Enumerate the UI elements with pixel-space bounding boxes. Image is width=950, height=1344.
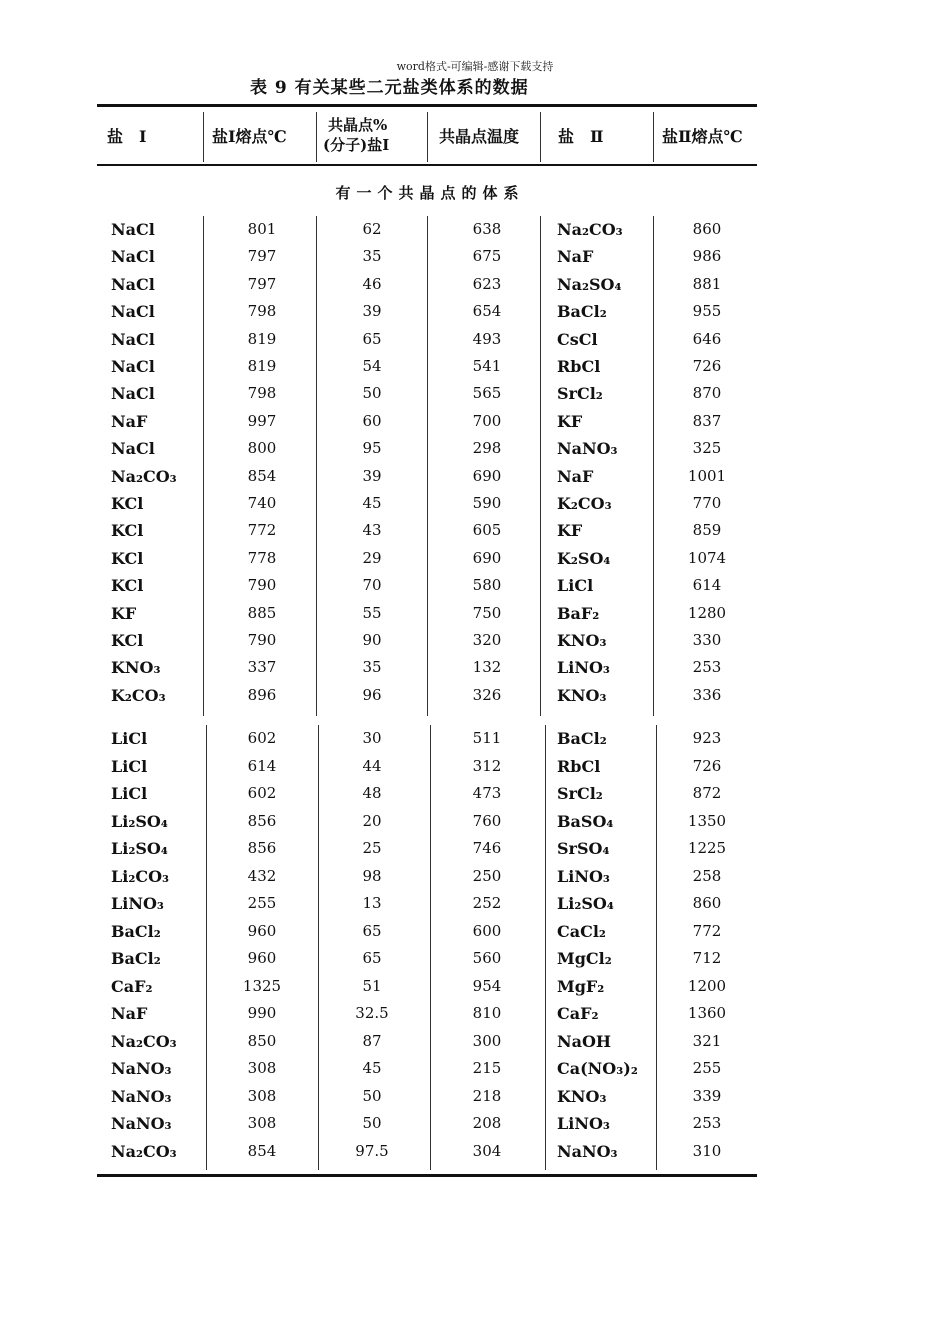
group2-divider-5 <box>656 725 657 1170</box>
cell-salt2: KF <box>557 521 583 541</box>
cell-salt2: SrCl₂ <box>557 384 603 404</box>
cell-eutectic-pct: 39 <box>362 302 382 321</box>
cell-eutectic-pct: 30 <box>362 729 382 747</box>
table-row <box>97 725 757 752</box>
cell-salt1-mp: 856 <box>247 811 277 830</box>
table-row <box>97 945 757 972</box>
cell-salt1: NaNO₃ <box>111 1114 172 1133</box>
cell-eutectic-temp: 473 <box>472 784 502 802</box>
cell-salt1-mp: 960 <box>247 921 277 940</box>
table-row <box>97 780 757 807</box>
cell-salt1-mp: 790 <box>247 631 277 649</box>
cell-salt2: NaOH <box>557 1031 612 1051</box>
cell-salt2-mp: 770 <box>692 494 722 512</box>
cell-eutectic-pct: 96 <box>362 685 382 704</box>
cell-salt1: CaF₂ <box>111 976 153 996</box>
cell-salt1-mp: 856 <box>247 839 277 857</box>
cell-salt1-mp: 997 <box>247 411 277 430</box>
cell-salt1-mp: 797 <box>247 247 277 266</box>
cell-salt2: NaF <box>557 466 594 486</box>
cell-eutectic-pct: 25 <box>362 839 382 857</box>
table-row <box>97 918 757 945</box>
cell-salt1: KCl <box>111 521 144 541</box>
cell-salt2: BaSO₄ <box>557 811 614 831</box>
cell-eutectic-temp: 132 <box>472 658 502 677</box>
cell-salt2-mp: 253 <box>692 1114 722 1132</box>
cell-salt2: RbCl <box>557 756 601 776</box>
cell-salt2: LiCl <box>557 576 594 596</box>
table-row <box>97 973 757 1000</box>
cell-eutectic-pct: 46 <box>362 274 382 293</box>
cell-salt1-mp: 797 <box>247 274 277 293</box>
cell-salt2-mp: 872 <box>692 784 722 802</box>
cell-eutectic-temp: 590 <box>472 494 502 512</box>
group1-divider-1 <box>203 216 204 716</box>
cell-eutectic-temp: 208 <box>472 1114 502 1132</box>
cell-salt1: KF <box>111 603 137 623</box>
top-rule <box>97 104 757 107</box>
cell-salt1: Li₂CO₃ <box>111 866 170 886</box>
cell-salt1-mp: 819 <box>247 329 277 348</box>
cell-eutectic-pct: 97.5 <box>355 1141 389 1160</box>
group1-divider-2 <box>316 216 317 716</box>
cell-salt2-mp: 837 <box>692 411 722 430</box>
cell-salt2: LiNO₃ <box>557 1114 610 1133</box>
cell-salt2-mp: 726 <box>692 756 722 775</box>
cell-salt1-mp: 885 <box>247 603 277 622</box>
cell-salt2: CaCl₂ <box>557 921 606 941</box>
cell-eutectic-temp: 320 <box>472 631 502 649</box>
table-row <box>97 753 757 780</box>
cell-salt1: NaCl <box>111 302 155 322</box>
cell-salt1: NaCl <box>111 329 155 349</box>
cell-salt2-mp: 258 <box>692 866 722 885</box>
cell-eutectic-temp: 750 <box>472 603 502 622</box>
header-divider-1 <box>203 112 204 162</box>
cell-eutectic-temp: 580 <box>472 576 502 595</box>
cell-salt2-mp: 255 <box>692 1059 722 1077</box>
group2-divider-2 <box>318 725 319 1170</box>
cell-eutectic-temp: 493 <box>472 329 502 348</box>
cell-eutectic-temp: 746 <box>472 839 502 857</box>
cell-salt2: KNO₃ <box>557 1086 607 1106</box>
cell-eutectic-temp: 700 <box>472 411 502 430</box>
cell-salt2: KF <box>557 411 583 431</box>
group2-divider-4 <box>545 725 546 1170</box>
header-salt2: 盐 Ⅱ <box>558 127 604 146</box>
cell-salt2: BaF₂ <box>557 603 600 623</box>
cell-salt1-mp: 602 <box>247 784 277 802</box>
cell-salt2: KNO₃ <box>557 631 607 650</box>
cell-salt1-mp: 800 <box>247 439 277 458</box>
cell-salt2-mp: 986 <box>692 247 722 266</box>
cell-salt1: Na₂CO₃ <box>111 1031 177 1051</box>
cell-salt2-mp: 614 <box>692 576 722 595</box>
cell-salt1-mp: 772 <box>247 521 277 540</box>
cell-salt2-mp: 860 <box>692 894 722 912</box>
group1-divider-3 <box>427 216 428 716</box>
cell-eutectic-temp: 304 <box>472 1141 502 1160</box>
cell-eutectic-pct: 65 <box>362 921 382 940</box>
cell-eutectic-temp: 565 <box>472 384 502 403</box>
cell-salt1: Li₂SO₄ <box>111 839 168 858</box>
cell-eutectic-temp: 623 <box>472 274 502 293</box>
cell-salt2-mp: 726 <box>692 357 722 375</box>
cell-eutectic-temp: 954 <box>472 976 502 995</box>
cell-salt2: KNO₃ <box>557 685 607 705</box>
cell-eutectic-pct: 20 <box>362 811 382 830</box>
cell-salt2-mp: 923 <box>692 729 722 747</box>
cell-eutectic-temp: 690 <box>472 466 502 485</box>
cell-salt2-mp: 310 <box>692 1141 722 1160</box>
cell-salt2: SrCl₂ <box>557 784 603 803</box>
cell-salt1-mp: 308 <box>247 1059 277 1077</box>
group2-divider-3 <box>430 725 431 1170</box>
cell-salt1: NaF <box>111 1004 148 1023</box>
table-row <box>97 1000 757 1027</box>
header-divider-4 <box>540 112 541 162</box>
cell-salt1: LiCl <box>111 756 148 776</box>
cell-eutectic-temp: 300 <box>472 1031 502 1050</box>
cell-salt1: Na₂CO₃ <box>111 1141 177 1161</box>
cell-salt2-mp: 955 <box>692 302 722 321</box>
cell-salt2: NaNO₃ <box>557 439 618 459</box>
table-row <box>97 1138 757 1165</box>
header-salt1-mp: 盐Ⅰ熔点℃ <box>212 127 287 146</box>
cell-salt1-mp: 854 <box>247 466 277 485</box>
cell-salt1-mp: 778 <box>247 548 277 567</box>
cell-salt1: K₂CO₃ <box>111 685 166 705</box>
cell-eutectic-pct: 70 <box>362 576 382 595</box>
cell-eutectic-temp: 600 <box>472 921 502 940</box>
cell-eutectic-temp: 638 <box>472 220 502 238</box>
cell-salt2: LiNO₃ <box>557 658 610 678</box>
cell-salt2-mp: 321 <box>692 1031 722 1050</box>
cell-salt1: KNO₃ <box>111 658 161 678</box>
cell-eutectic-pct: 43 <box>362 521 382 540</box>
header-note: word格式-可编辑-感谢下载支持 <box>396 60 554 73</box>
cell-eutectic-pct: 29 <box>362 548 382 567</box>
cell-salt1: Li₂SO₄ <box>111 811 168 831</box>
cell-salt1-mp: 896 <box>247 685 277 704</box>
cell-salt2: CsCl <box>557 329 598 349</box>
cell-eutectic-pct: 65 <box>362 329 382 348</box>
cell-eutectic-temp: 215 <box>472 1059 502 1077</box>
cell-eutectic-temp: 760 <box>472 811 502 830</box>
cell-eutectic-pct: 95 <box>362 439 382 458</box>
cell-salt2: CaF₂ <box>557 1004 599 1023</box>
cell-salt1-mp: 854 <box>247 1141 277 1160</box>
cell-eutectic-temp: 252 <box>472 894 502 912</box>
cell-eutectic-pct: 50 <box>362 1114 382 1132</box>
table-row <box>97 863 757 890</box>
cell-salt2: SrSO₄ <box>557 839 610 858</box>
bottom-rule <box>97 1174 757 1177</box>
cell-salt1: NaNO₃ <box>111 1086 172 1106</box>
cell-eutectic-temp: 675 <box>472 247 502 266</box>
cell-salt1: NaCl <box>111 384 155 404</box>
cell-salt2-mp: 881 <box>692 274 722 293</box>
cell-salt2-mp: 870 <box>692 384 722 403</box>
header-rule <box>97 164 757 166</box>
group2-divider-1 <box>206 725 207 1170</box>
cell-salt2-mp: 712 <box>692 949 722 967</box>
table-title: 表 9 有关某些二元盐类体系的数据 <box>250 78 529 98</box>
table-row <box>97 1110 757 1137</box>
cell-eutectic-pct: 35 <box>362 247 382 266</box>
cell-salt2-mp: 336 <box>692 685 722 704</box>
cell-salt1-mp: 790 <box>247 576 277 595</box>
cell-salt1: KCl <box>111 576 144 596</box>
header-salt1: 盐 Ⅰ <box>107 127 147 146</box>
cell-salt1: BaCl₂ <box>111 921 161 941</box>
cell-eutectic-pct: 65 <box>362 949 382 967</box>
cell-salt1: KCl <box>111 548 144 568</box>
cell-eutectic-pct: 35 <box>362 658 382 677</box>
cell-salt2: Ca(NO₃)₂ <box>557 1059 638 1078</box>
cell-eutectic-temp: 218 <box>472 1086 502 1105</box>
cell-salt1: LiCl <box>111 729 148 748</box>
cell-salt1-mp: 602 <box>247 729 277 747</box>
cell-eutectic-pct: 13 <box>362 894 382 912</box>
cell-eutectic-pct: 50 <box>362 1086 382 1105</box>
cell-salt2-mp: 1200 <box>687 976 727 995</box>
cell-salt1-mp: 819 <box>247 357 277 375</box>
cell-salt1: KCl <box>111 631 144 650</box>
header-eutectic-temp: 共晶点温度 <box>439 127 520 146</box>
cell-salt1-mp: 801 <box>247 220 277 238</box>
cell-eutectic-temp: 541 <box>472 357 502 375</box>
header-eutectic-pct-sub: (分子)盐Ⅰ <box>323 136 390 154</box>
cell-salt1: NaNO₃ <box>111 1059 172 1078</box>
cell-salt1: NaCl <box>111 247 155 267</box>
cell-eutectic-pct: 45 <box>362 1059 382 1077</box>
cell-salt1: NaCl <box>111 274 155 294</box>
cell-salt2: Na₂SO₄ <box>557 274 622 294</box>
cell-salt1-mp: 1325 <box>242 976 282 995</box>
cell-salt1: Na₂CO₃ <box>111 466 177 486</box>
cell-eutectic-pct: 50 <box>362 384 382 403</box>
table-row <box>97 1028 757 1055</box>
cell-salt1-mp: 798 <box>247 384 277 403</box>
cell-salt2: MgCl₂ <box>557 949 612 968</box>
cell-eutectic-temp: 511 <box>472 729 502 747</box>
cell-salt2-mp: 339 <box>692 1086 722 1105</box>
cell-salt1-mp: 740 <box>247 494 277 512</box>
cell-eutectic-pct: 45 <box>362 494 382 512</box>
cell-salt2-mp: 253 <box>692 658 722 677</box>
cell-salt2-mp: 859 <box>692 521 722 540</box>
cell-eutectic-temp: 654 <box>472 302 502 321</box>
cell-salt1-mp: 614 <box>247 756 277 775</box>
table-row <box>97 835 757 862</box>
cell-eutectic-temp: 298 <box>472 439 502 458</box>
cell-salt2-mp: 1074 <box>687 548 727 567</box>
cell-salt1: NaCl <box>111 439 155 459</box>
cell-salt2-mp: 1280 <box>687 603 727 622</box>
cell-eutectic-pct: 98 <box>362 866 382 885</box>
header-divider-5 <box>653 112 654 162</box>
table-row <box>97 808 757 835</box>
cell-eutectic-pct: 48 <box>362 784 382 802</box>
cell-salt1-mp: 432 <box>247 866 277 885</box>
cell-salt2-mp: 772 <box>692 921 722 940</box>
cell-salt1: LiNO₃ <box>111 894 164 913</box>
cell-salt2-mp: 1360 <box>687 1004 727 1022</box>
cell-salt2-mp: 860 <box>692 220 722 238</box>
cell-salt2: Li₂SO₄ <box>557 894 614 913</box>
cell-salt1-mp: 990 <box>247 1004 277 1022</box>
section-title: 有一个共晶点的体系 <box>335 184 525 202</box>
cell-salt1-mp: 308 <box>247 1086 277 1105</box>
header-divider-2 <box>316 112 317 162</box>
table-row <box>97 890 757 917</box>
cell-salt1: LiCl <box>111 784 148 803</box>
cell-salt1-mp: 960 <box>247 949 277 967</box>
cell-eutectic-pct: 44 <box>362 756 382 775</box>
cell-salt1: NaF <box>111 411 148 431</box>
cell-salt2: BaCl₂ <box>557 302 607 322</box>
cell-salt2-mp: 325 <box>692 439 722 458</box>
table-row <box>97 1055 757 1082</box>
cell-salt2: BaCl₂ <box>557 729 607 748</box>
cell-salt2: Na₂CO₃ <box>557 220 623 239</box>
cell-salt2: MgF₂ <box>557 976 605 996</box>
cell-eutectic-pct: 39 <box>362 466 382 485</box>
cell-salt1: NaCl <box>111 357 155 376</box>
cell-salt1-mp: 337 <box>247 658 277 677</box>
cell-eutectic-pct: 55 <box>362 603 382 622</box>
cell-salt1-mp: 308 <box>247 1114 277 1132</box>
header-eutectic-pct: 共晶点% <box>328 116 388 134</box>
cell-eutectic-temp: 810 <box>472 1004 502 1022</box>
cell-eutectic-temp: 312 <box>472 756 502 775</box>
cell-salt2: K₂CO₃ <box>557 494 612 513</box>
cell-salt2: NaNO₃ <box>557 1141 618 1161</box>
cell-salt2-mp: 1350 <box>687 811 727 830</box>
cell-salt2: NaF <box>557 247 594 267</box>
cell-salt1-mp: 798 <box>247 302 277 321</box>
cell-salt1-mp: 850 <box>247 1031 277 1050</box>
cell-eutectic-temp: 690 <box>472 548 502 567</box>
cell-eutectic-pct: 60 <box>362 411 382 430</box>
group1-divider-4 <box>540 216 541 716</box>
cell-salt2-mp: 646 <box>692 329 722 348</box>
cell-eutectic-pct: 32.5 <box>355 1004 389 1022</box>
cell-eutectic-pct: 87 <box>362 1031 382 1050</box>
cell-salt1-mp: 255 <box>247 894 277 912</box>
cell-salt1: KCl <box>111 494 144 513</box>
cell-eutectic-temp: 250 <box>472 866 502 885</box>
cell-eutectic-pct: 90 <box>362 631 382 649</box>
cell-eutectic-temp: 326 <box>472 685 502 704</box>
header-salt2-mp: 盐Ⅱ熔点℃ <box>662 127 743 146</box>
cell-salt1: BaCl₂ <box>111 949 161 968</box>
cell-eutectic-pct: 51 <box>362 976 382 995</box>
group1-divider-5 <box>653 216 654 716</box>
cell-eutectic-pct: 62 <box>362 220 382 238</box>
cell-salt2: LiNO₃ <box>557 866 610 886</box>
cell-salt2-mp: 1225 <box>687 839 727 857</box>
cell-salt2-mp: 330 <box>692 631 722 649</box>
cell-salt1: NaCl <box>111 220 155 239</box>
cell-eutectic-temp: 605 <box>472 521 502 540</box>
table-row <box>97 1083 757 1110</box>
header-divider-3 <box>427 112 428 162</box>
cell-eutectic-temp: 560 <box>472 949 502 967</box>
cell-salt2: K₂SO₄ <box>557 548 611 568</box>
cell-salt2-mp: 1001 <box>687 466 727 485</box>
cell-eutectic-pct: 54 <box>362 357 382 375</box>
cell-salt2: RbCl <box>557 357 601 376</box>
